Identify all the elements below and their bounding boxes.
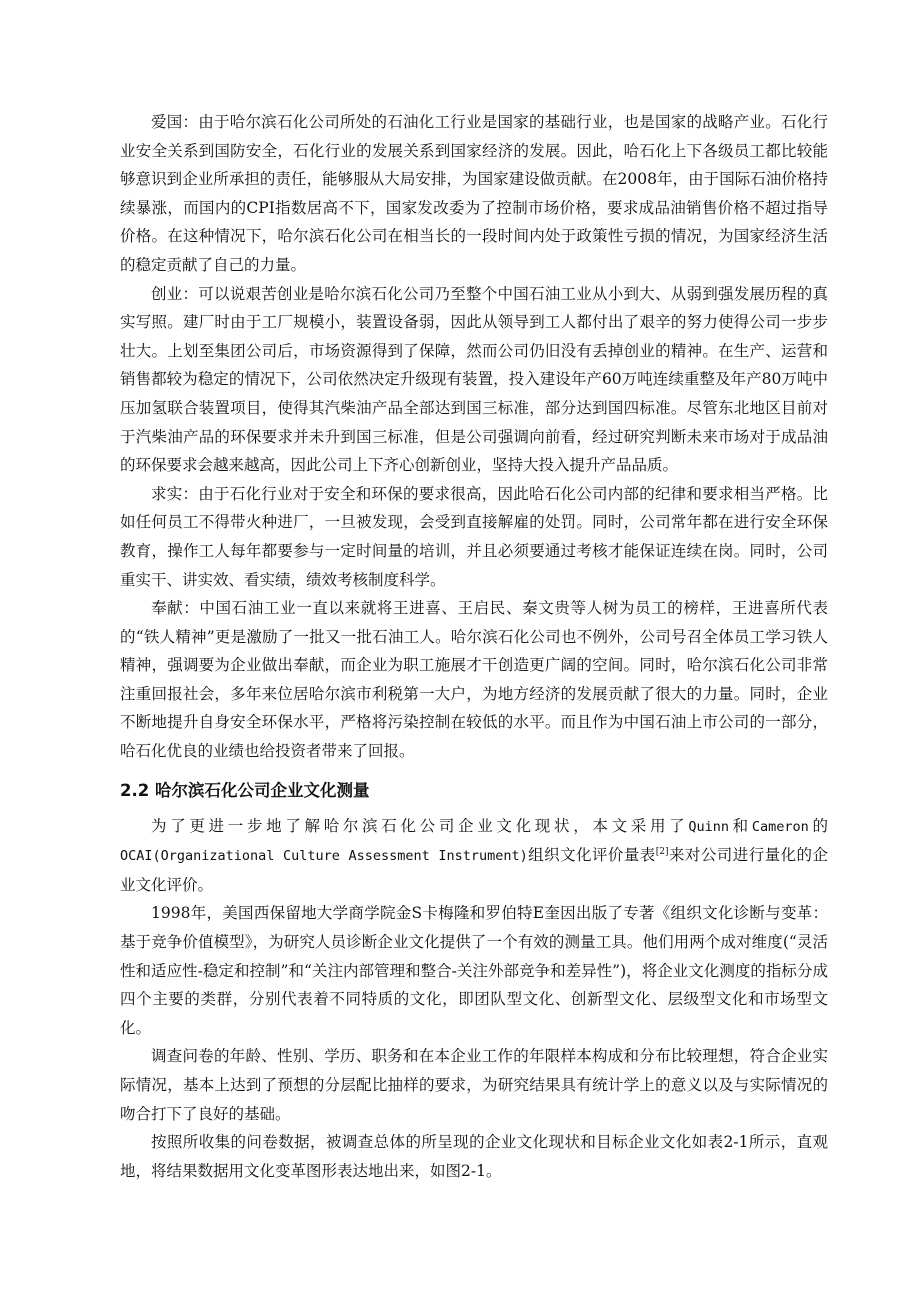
- intro-quinn: Quinn: [688, 818, 729, 835]
- paragraph-1998: 1998年，美国西保留地大学商学院金S卡梅隆和罗伯特E奎因出版了专著《组织文化诊断与变革：基于竞争价值模型》，为研究人员诊断企业文化提供了一个有效的测量工具。他们用两个成对维度(“灵活性和适应性-稳定和控制”和“关注内部管理和整合-关注外部竞争和差异性”)，将企业文化测度的指标分成四个主要的类群，分别代表着不同特质的文化，即团队型文化、创新型文化、层级型文化和市场型文化。: [120, 904, 828, 1037]
- intro-cameron: Cameron: [751, 818, 809, 835]
- section-heading: 2.2 哈尔滨石化公司企业文化测量: [120, 780, 370, 800]
- paragraph-chuangye: 创业：可以说艰苦创业是哈尔滨石化公司乃至整个中国石油工业从小到大、从弱到强发展历程的真实写照。建厂时由于工厂规模小，装置设备弱，因此从领导到工人都付出了艰辛的努力使得公司一步步壮大。上划至集团公司后，市场资源得到了保障，然而公司仍旧没有丢掉创业的精神。在生产、运营和销售都较为稳定的情况下，公司依然决定升级现有装置，投入建设年产60万吨连续重整及年产80万吨中压加氢联合装置项目，使得其汽柴油产品全部达到国三标准，部分达到国四标准。尽管东北地区目前对于汽柴油产品的环保要求并未升到国三标准，但是公司强调向前看，经过研究判断未来市场对于成品油的环保要求会越来越高，因此公司上下齐心创新创业，坚持大投入提升产品品质。: [120, 284, 828, 475]
- intro-and: 和: [728, 816, 752, 835]
- intro-text-2: 组织文化评价量表: [527, 846, 656, 865]
- paragraph-fengxian: 奉献：中国石油工业一直以来就将王进喜、王启民、秦文贵等人树为员工的榜样，王进喜所代表的“铁人精神”更是激励了一批又一批石油工人。哈尔滨石化公司也不例外，公司号召全体员工学习铁人精神，强调要为企业做出奉献，而企业为职工施展才干创造更广阔的空间。同时，哈尔滨石化公司非常注重回报社会，多年来位居哈尔滨市利税第一大户，为地方经济的发展贡献了很大的力量。同时，企业不断地提升自身安全环保水平，严格将污染控制在较低的水平。而且作为中国石油上市公司的一部分，哈石化优良的业绩也给投资者带来了回报。: [120, 599, 828, 761]
- intro-text-3: 来对公司进行量化的企业文化评价。: [120, 846, 828, 894]
- paragraph-qiushi: 求实：由于石化行业对于安全和环保的要求很高，因此哈石化公司内部的纪律和要求相当严格。比如任何员工不得带火种进厂，一旦被发现，会受到直接解雇的处罚。同时，公司常年都在进行安全环保教育，操作工人每年都要参与一定时间量的培训，并且必须要通过考核才能保证连续在岗。同时，公司重实干、讲实效、看实绩，绩效考核制度科学。: [120, 484, 828, 589]
- paragraph-ocai-intro: [120, 812, 828, 900]
- paragraph-survey: 调查问卷的年龄、性别、学历、职务和在本企业工作的年限样本构成和分布比较理想，符合企业实际情况，基本上达到了预想的分层配比抽样的要求，为研究结果具有统计学上的意义以及与实际情况的吻合打下了良好的基础。: [120, 1047, 828, 1123]
- intro-ocai: OCAI(Organizational Culture Assessment Instrument): [120, 848, 528, 865]
- reference-citation[interactable]: [2]: [655, 847, 669, 858]
- paragraph-aiguo: 爱国：由于哈尔滨石化公司所处的石油化工行业是国家的基础行业，也是国家的战略产业。石化行业安全关系到国防安全，石化行业的发展关系到国家经济的发展。因此，哈石化上下各级员工都比较能够意识到企业所承担的责任，能够服从大局安排，为国家建设做贡献。在2008年，由于国际石油价格持续暴涨，而国内的CPI指数居高不下，国家发改委为了控制市场价格，要求成品油销售价格不超过指导价格。在这种情况下，哈尔滨石化公司在相当长的一段时间内处于政策性亏损的情况，为国家经济生活的稳定贡献了自己的力量。: [120, 113, 828, 274]
- document-body: [120, 108, 828, 1185]
- intro-text-1: 为了更进一步地了解哈尔滨石化公司企业文化现状，本文采用了: [151, 816, 689, 835]
- intro-de: 的: [808, 816, 828, 835]
- paragraph-data: 按照所收集的问卷数据，被调查总体的所呈现的企业文化现状和目标企业文化如表2-1所示，直观地，将结果数据用文化变革图形表达地出来，如图2-1。: [120, 1133, 828, 1180]
